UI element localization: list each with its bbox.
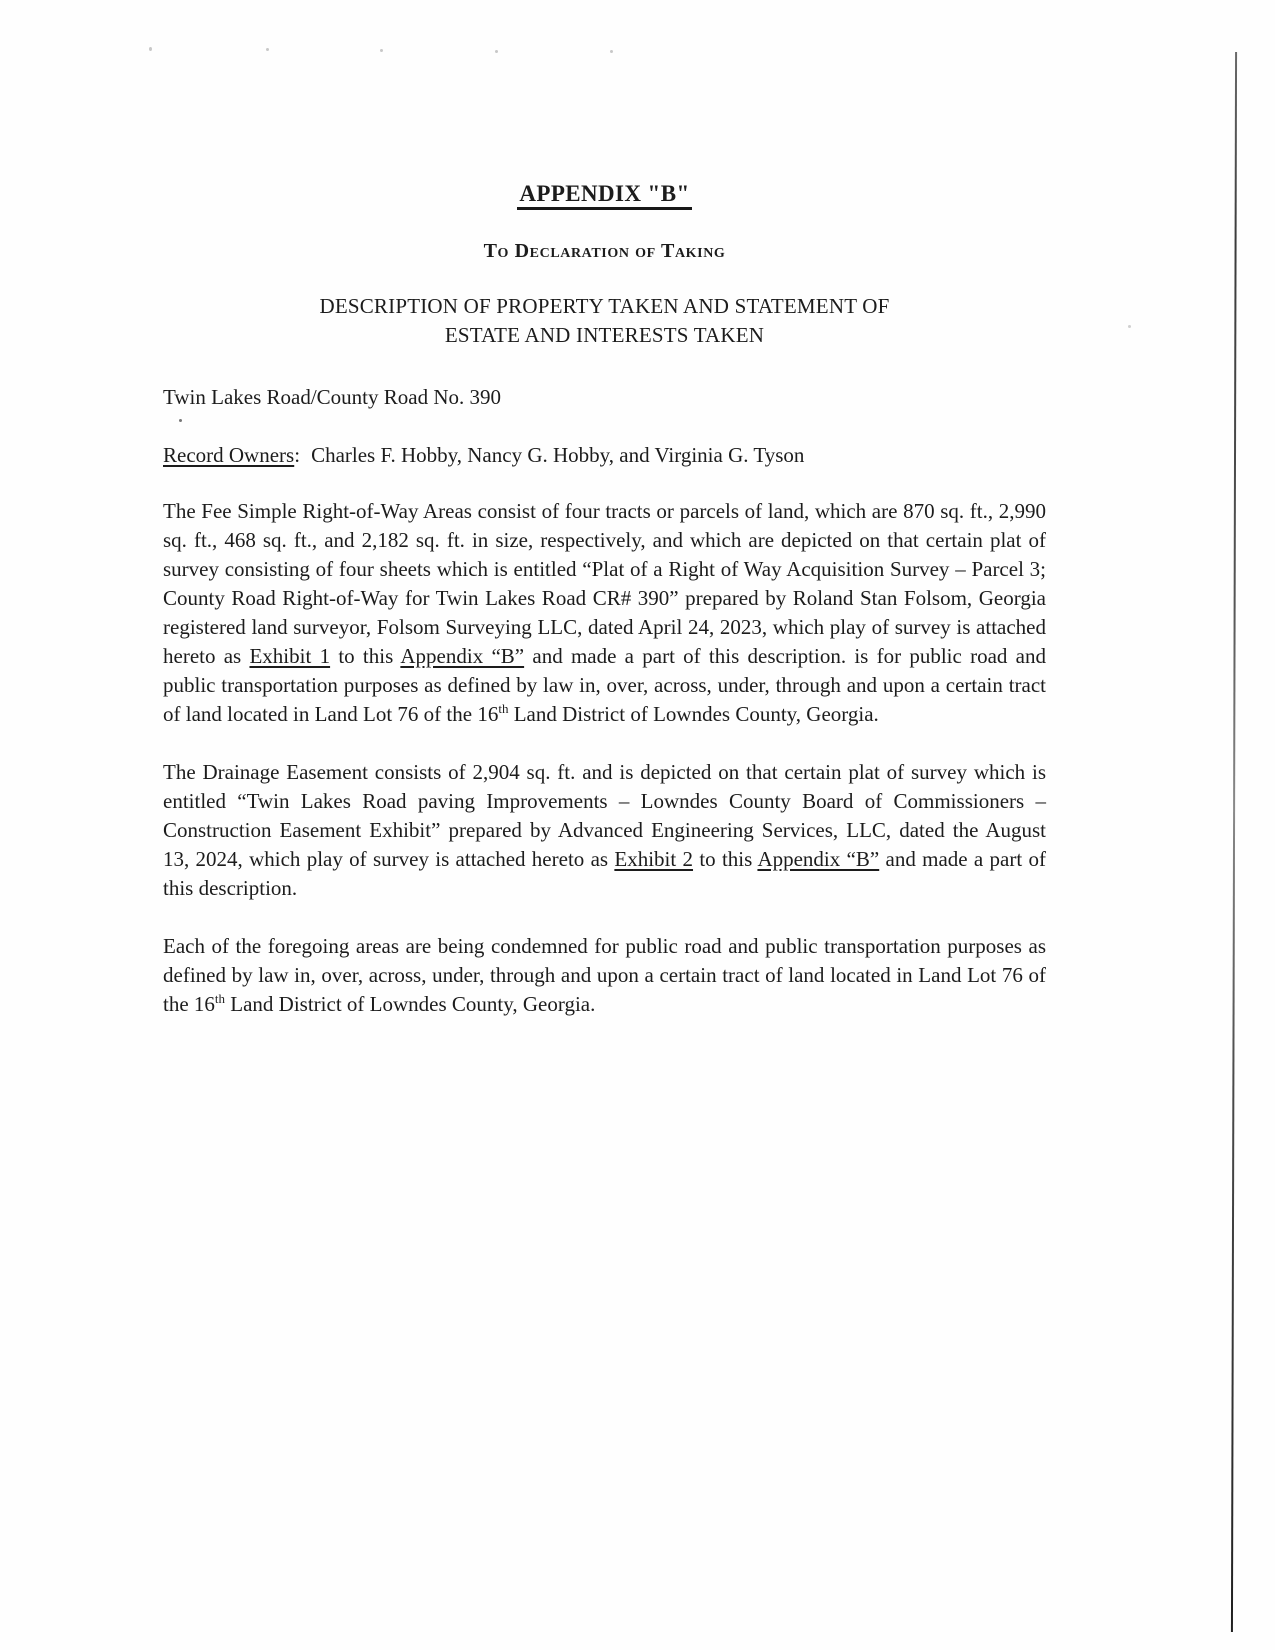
section-heading-line1: DESCRIPTION OF PROPERTY TAKEN AND STATEMENT OF xyxy=(319,294,890,318)
paragraph-condemnation xyxy=(163,932,1046,1019)
text-run: to this xyxy=(330,644,401,668)
ordinal-superscript: th xyxy=(214,991,226,1006)
record-owners-line xyxy=(163,443,1046,468)
text-run: and made a part of this description. is for public road and public transportation purposes as defined by law in, over, across, under, through and upon a certain tract of land located in Land Lot 76 of the 16 xyxy=(163,644,1046,726)
exhibit-2-reference: Exhibit 2 xyxy=(614,847,694,871)
text-run: to this xyxy=(693,847,758,871)
paragraph-drainage-easement xyxy=(163,758,1046,903)
ordinal-superscript: th xyxy=(498,701,509,716)
text-run: The Drainage Easement consists of 2,904 sq. ft. and is depicted on that certain plat of survey which is entitled “Twin Lakes Road paving Improvements – Lowndes County Board of Commissioners – Construction Easement Exhibit” prepared by Advanced Engineering Services, LLC, dated the August 13, 2024, which play of survey is attached hereto as xyxy=(163,760,1046,871)
text-run: Each of the foregoing areas are being condemned for public road and public transportation purposes as defined by law in, over, across, under, through and upon a certain tract of land located in Land Lot 76 of the 16 xyxy=(163,934,1046,1016)
text-run: Land District of Lowndes County, Georgia. xyxy=(508,702,879,726)
road-identifier: Twin Lakes Road/County Road No. 390 xyxy=(163,385,501,409)
section-heading-line2: ESTATE AND INTERESTS TAKEN xyxy=(444,323,765,347)
appendix-title-text: APPENDIX "B" xyxy=(517,181,691,210)
text-run: The Fee Simple Right-of-Way Areas consist of four tracts or parcels of land, which are 870 sq. ft., 2,990 sq. ft., 468 sq. ft., and 2,182 sq. ft. in size, respectively, and which are depicted on that certain plat of survey consisting of four sheets which is entitled “Plat of a Right of Way Acquisition Survey – Parcel 3; County Road Right-of-Way for Twin Lakes Road CR# 390” prepared by Roland Stan Folsom, Georgia registered land surveyor, Folsom Surveying LLC, dated April 24, 2023, which play of survey is attached hereto as xyxy=(163,499,1046,668)
exhibit-1-reference: Exhibit 1 xyxy=(249,644,331,668)
appendix-title xyxy=(163,181,1046,207)
document-content xyxy=(163,0,1046,1019)
record-owners-label: Record Owners xyxy=(163,443,295,467)
appendix-b-reference: Appendix “B” xyxy=(400,644,525,668)
declaration-subtitle: To Declaration of Taking xyxy=(483,240,726,262)
scan-speck xyxy=(149,47,152,51)
scan-artifact-line xyxy=(1231,52,1237,1632)
record-owners-value: Charles F. Hobby, Nancy G. Hobby, and Virginia G. Tyson xyxy=(311,443,805,467)
record-owners-colon: : xyxy=(294,443,301,467)
scan-speck xyxy=(1128,325,1131,328)
text-run: and made a part of this description. xyxy=(163,847,1046,900)
text-run: Land District of Lowndes County, Georgia. xyxy=(225,992,596,1016)
appendix-b-reference: Appendix “B” xyxy=(757,847,880,871)
section-heading xyxy=(163,292,1046,350)
paragraph-fee-simple xyxy=(163,497,1046,729)
